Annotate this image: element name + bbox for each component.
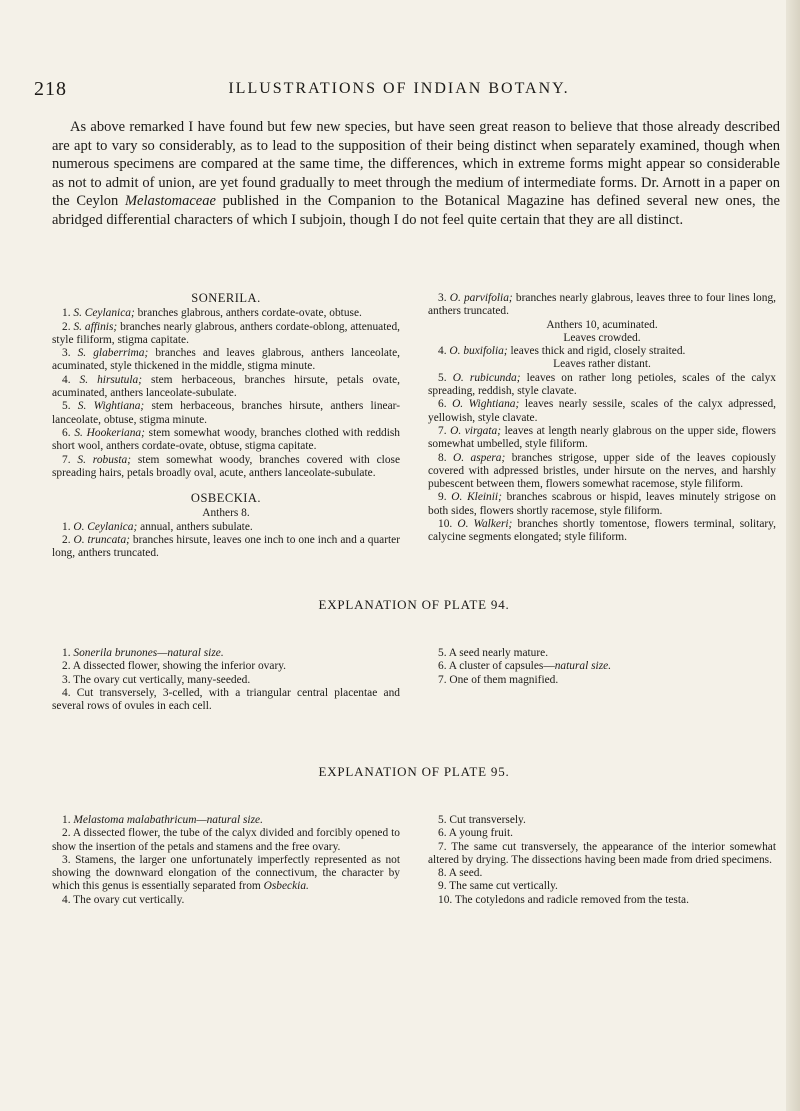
plate-95-heading: EXPLANATION OF PLATE 95. <box>318 764 510 779</box>
species-columns <box>52 292 776 561</box>
plate-figure-entry: 6. A young fruit. <box>438 827 513 840</box>
species-entry: 4. O. buxifolia; leaves thick and rigid, closely straited. <box>438 345 686 358</box>
plate-figure-entry: 2. A dissected flower, showing the inferior ovary. <box>62 660 287 673</box>
plate-figure-entry: 6. A cluster of capsules—natural size. <box>438 660 612 673</box>
species-entry: 3. O. parvifolia; branches nearly glabrous, leaves three to four lines long, anthers truncated. <box>428 292 776 318</box>
plate-figure-entry: 3. The ovary cut vertically, many-seeded. <box>62 673 251 686</box>
plate-figure-entry: 4. Cut transversely, 3-celled, with a triangular central placentae and several rows of ovules in each cell. <box>52 686 400 713</box>
plate-94-left-column <box>52 647 400 713</box>
group-label: Leaves crowded. <box>563 331 641 344</box>
page-number: 218 <box>34 78 67 100</box>
plate-94-heading: EXPLANATION OF PLATE 94. <box>318 597 510 612</box>
osbeckia-list <box>52 521 400 561</box>
species-entry: 2. S. affinis; branches nearly glabrous, anthers cordate-oblong, attenuated, style filiform, stigma capitate. <box>52 320 400 346</box>
species-entry: 5. O. rubicunda; leaves on rather long petioles, scales of the calyx spreading, reddish, style clavate. <box>428 371 776 398</box>
plate-figure-entry: 7. One of them magnified. <box>438 673 559 686</box>
species-entry: 3. S. glaberrima; branches and leaves glabrous, anthers lanceolate, acuminated, style thickened in the middle, stigma minute. <box>52 347 400 373</box>
right-species-column <box>428 292 776 561</box>
sonerila-heading: SONERILA. <box>191 291 261 305</box>
intro-paragraph: As above remarked I have found but few new species, but have seen great reason to believe that those already described are apt to vary so considerably, as to lead to the supposition of their being distinct when separately examined, though when numerous specimens are compared at the same time, the differences, which in extreme forms might appear so considerable as not to admit of union, are yet found gradually to meet through the medium of intermediate forms. Dr. Arnott in a paper on the Ceylon Melastomaceae published in the Companion to the Botanical Magazine has defined several new ones, the abridged differential characters of which I subjoin, though I do not feel quite certain that they are all distinct. <box>52 119 780 228</box>
plate-figure-entry: 5. A seed nearly mature. <box>438 647 549 659</box>
species-entry: 1. S. Ceylanica; branches glabrous, anthers cordate-ovate, obtuse. <box>62 307 362 320</box>
italic-term: Melastomaceae <box>124 193 216 209</box>
plate-95-explanation <box>52 814 776 907</box>
plate-figure-entry: 4. The ovary cut vertically. <box>62 893 185 906</box>
plate-figure-entry: 2. A dissected flower, the tube of the calyx divided and forcibly opened to show the insertion of the petals and stamens and the free ovary. <box>52 827 400 853</box>
group-label: Leaves rather distant. <box>553 358 651 371</box>
species-entry: 9. O. Kleinii; branches scabrous or hispid, leaves minutely strigose on both sides, flowers shortly racemose, style filiform. <box>428 491 776 517</box>
species-entry: 8. O. aspera; branches strigose, upper side of the leaves copiously covered with adpressed bristles, under hirsute on the nerves, and harshly pubescent between them, flowers somewhat racemose, style filiform. <box>428 451 776 491</box>
page-edge <box>786 0 800 1111</box>
species-entry: 6. S. Hookeriana; stem somewhat woody, branches clothed with reddish short wool, anthers cordate-ovate, obtuse, stigma capitate. <box>52 426 401 453</box>
group-label: Anthers 10, acuminated. <box>546 318 658 331</box>
plate-figure-entry: 10. The cotyledons and radicle removed from the testa. <box>438 893 689 906</box>
species-entry: 6. O. Wightiana; leaves nearly sessile, scales of the calyx adpressed, yellowish, style clavate. <box>428 398 776 424</box>
species-entry: 5. S. Wightiana; stem herbaceous, branches hirsute, anthers linear-lanceolate, obtuse, stigma minute. <box>52 400 401 426</box>
species-entry: 10. O. Walkeri; branches shortly tomentose, flowers terminal, solitary, calycine segments elongated; style filiform. <box>428 518 776 544</box>
plate-95-right-column <box>428 814 776 907</box>
sonerila-list <box>52 307 400 480</box>
species-entry: 2. O. truncata; branches hirsute, leaves one inch to one inch and a quarter long, anthers truncated. <box>52 534 401 560</box>
plate-figure-entry: 1. Melastoma malabathricum—natural size. <box>62 814 263 826</box>
plate-95-left-column <box>52 814 400 907</box>
species-entry: 7. O. virgata; leaves at length nearly glabrous on the upper side, flowers somewhat umbelled, style filiform. <box>428 424 776 451</box>
plate-figure-entry: 1. Sonerila brunones—natural size. <box>62 647 224 659</box>
species-entry: 7. S. robusta; stem somewhat woody, branches covered with close spreading hairs, petals broadly oval, acute, anthers lanceolate-subulate. <box>52 453 400 479</box>
plate-94-right-column <box>428 647 776 713</box>
plate-figure-entry: 8. A seed. <box>438 867 483 880</box>
species-entry: 1. O. Ceylanica; annual, anthers subulate. <box>62 520 253 533</box>
plate-figure-entry: 7. The same cut transversely, the appearance of the interior somewhat altered by drying. The dissections having been made from dried specimens. <box>428 840 776 866</box>
plate-figure-entry: 5. Cut transversely. <box>438 814 526 826</box>
left-species-column <box>52 292 400 561</box>
running-title: ILLUSTRATIONS OF INDIAN BOTANY. <box>228 80 570 97</box>
osbeckia-heading: OSBECKIA. <box>190 491 262 506</box>
species-entry: 4. S. hirsutula; stem herbaceous, branches hirsute, petals ovate, acuminated, anthers lanceolate-subulate. <box>52 373 401 400</box>
osbeckia-subheading: Anthers 8. <box>202 507 250 520</box>
page-header <box>34 78 764 104</box>
plate-figure-entry: 9. The same cut vertically. <box>438 880 558 893</box>
plate-figure-entry: 3. Stamens, the larger one unfortunately imperfectly represented as not showing the downward elongation of the connectivum, the character by which this genus is essentially separated from Osbeckia. <box>52 853 400 893</box>
plate-94-explanation <box>52 647 776 713</box>
